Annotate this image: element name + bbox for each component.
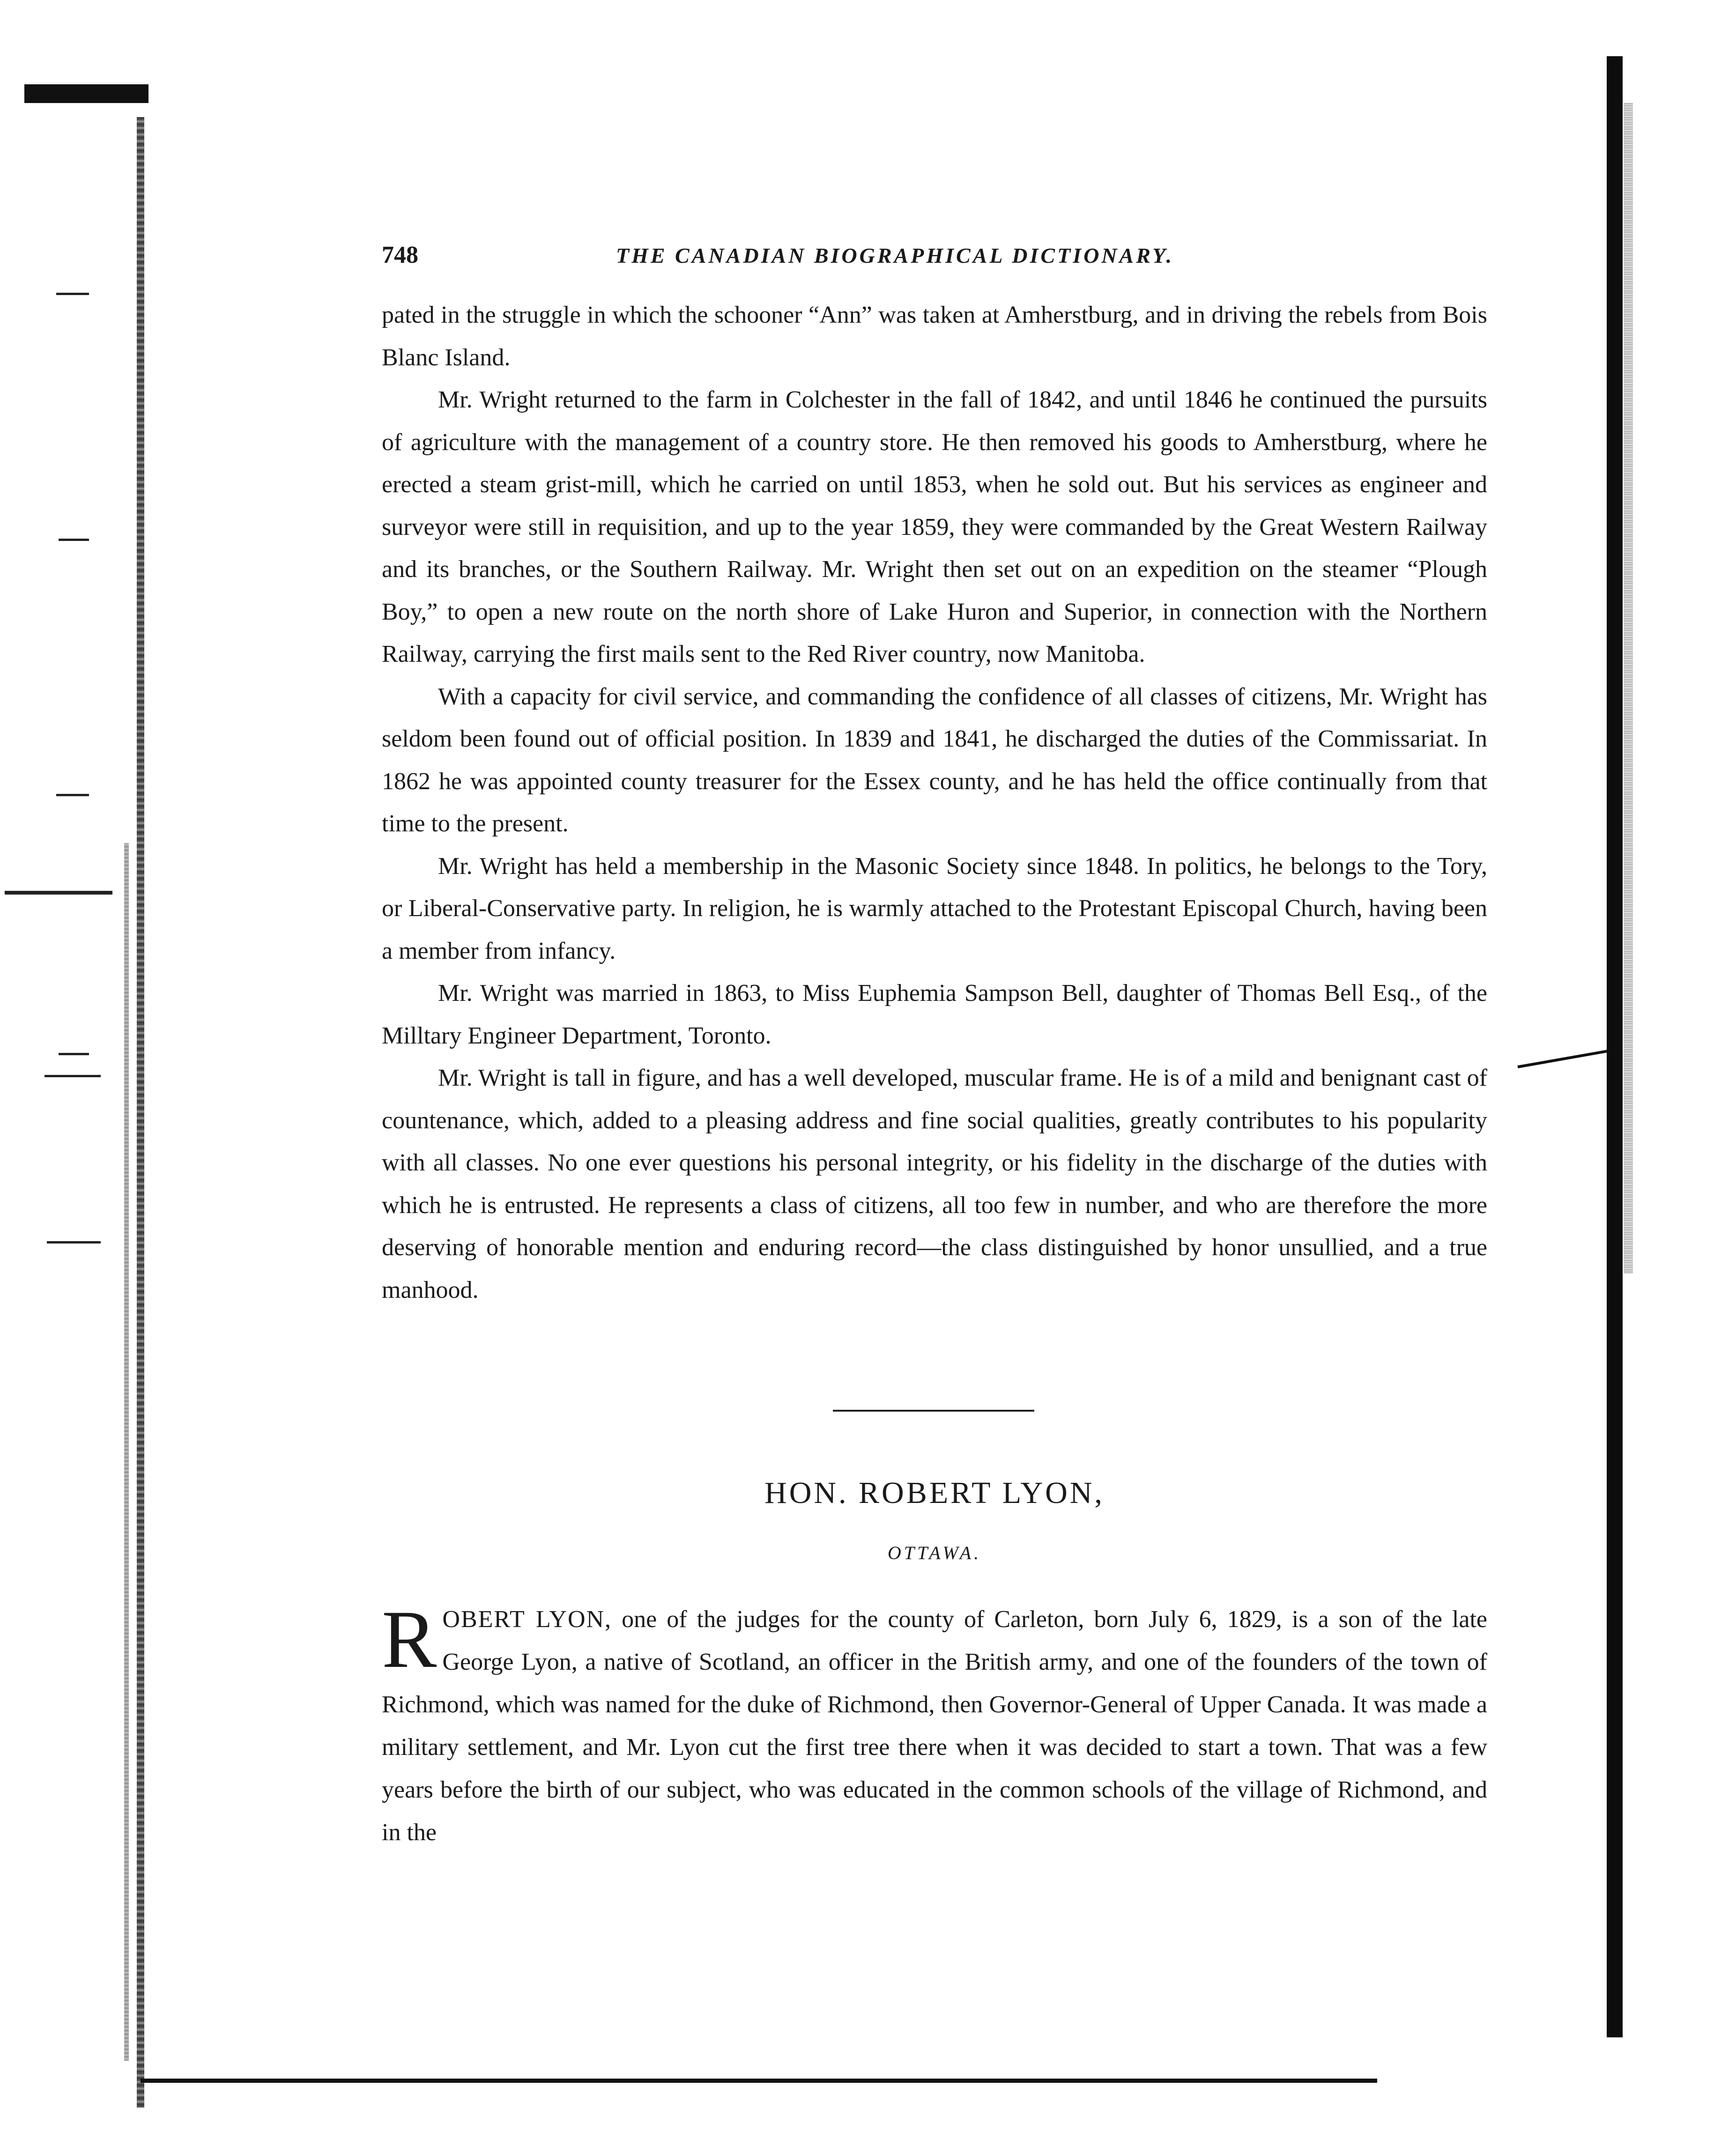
scan-corner-mark (24, 84, 148, 103)
drop-cap: R (382, 1594, 437, 1685)
page-number: 748 (382, 242, 418, 268)
entry-name: OBERT LYON, (442, 1606, 612, 1633)
paragraph: Mr. Wright was married in 1863, to Miss Euphemia Sampson Bell, daughter of Thomas Bell Esq., of the Milltary Engineer Department, Toronto. (382, 980, 1487, 1049)
margin-tick (59, 1053, 89, 1055)
body-text (382, 294, 1487, 1311)
margin-tick (59, 539, 89, 541)
paragraph: With a capacity for civil service, and commanding the confidence of all classes of citizens, Mr. Wright has seldom been found out of official position. In 1839 and 1841, he discharged the duties of the Commissariat. In 1862 he was appointed county treasurer for the Essex county, and he has held the office continually from that time to the present. (382, 683, 1487, 837)
section-divider (833, 1410, 1034, 1412)
paragraph: pated in the struggle in which the schooner “Ann” was taken at Amherstburg, and in driving the rebels from Bois Blanc Island. (382, 302, 1487, 371)
paragraph: Mr. Wright has held a membership in the Masonic Society since 1848. In politics, he belongs to the Tory, or Liberal-Conservative party. In religion, he is warmly attached to the Protestant Episcopal Church, having been a member from infancy. (382, 852, 1487, 964)
scan-right-edge-shadow (1624, 103, 1633, 1274)
entry-title: HON. ROBERT LYON, (764, 1476, 1105, 1510)
margin-tick (45, 1075, 101, 1077)
margin-tick (5, 891, 112, 895)
page-header (382, 241, 1487, 274)
paragraph: Mr. Wright returned to the farm in Colchester in the fall of 1842, and until 1846 he continued the pursuits of agriculture with the management of a country store. He then removed his goods to Amherstburg, where he erected a steam grist-mill, which he carried on until 1853, when he sold out. But his services as engineer and surveyor were still in requisition, and up to the year 1859, they were commanded by the Great Western Railway and its branches, or the Southern Railway. Mr. Wright then set out on an expedition on the steamer “Plough Boy,” to open a new route on the north shore of Lake Huron and Superior, in connection with the Northern Railway, carrying the first mails sent to the Red River country, now Manitoba. (382, 386, 1487, 667)
scan-right-edge (1607, 56, 1623, 2037)
entry-paragraph (382, 1594, 1487, 1854)
scan-bottom-edge (141, 2079, 1377, 2083)
paragraph: Mr. Wright is tall in figure, and has a well developed, muscular frame. He is of a mild and benignant cast of countenance, which, added to a pleasing address and fine social qualities, greatly contributes to his popularity with all classes. No one ever questions his personal integrity, or his fidelity in the discharge of the duties with which he is entrusted. He represents a class of citizens, all too few in number, and who are therefore the more deserving of honorable mention and enduring record—the class distinguished by honor unsullied, and a true manhood. (382, 1065, 1487, 1303)
entry-text (382, 1594, 1487, 1854)
entry-body: one of the judges for the county of Carleton, born July 6, 1829, is a son of the late George Lyon, a native of Scotland, an officer in the British army, and one of the founders of the town of Richmond, which was named for the duke of Richmond, then Governor-General of Upper Canada. It was made a military settlement, and Mr. Lyon cut the first tree there when it was decided to start a town. That was a few years before the birth of our subject, who was educated in the common schools of the village of Richmond, and in the (382, 1606, 1487, 1846)
margin-tick (47, 1241, 101, 1243)
margin-tick (56, 794, 89, 796)
entry-place: OTTAWA. (887, 1542, 982, 1563)
margin-tick (56, 293, 89, 295)
scan-left-edge-shadow (124, 843, 129, 2061)
scan-left-edge (137, 117, 144, 2108)
running-head: THE CANADIAN BIOGRAPHICAL DICTIONARY. (616, 244, 1174, 267)
scan-pen-mark (1517, 1049, 1610, 1068)
